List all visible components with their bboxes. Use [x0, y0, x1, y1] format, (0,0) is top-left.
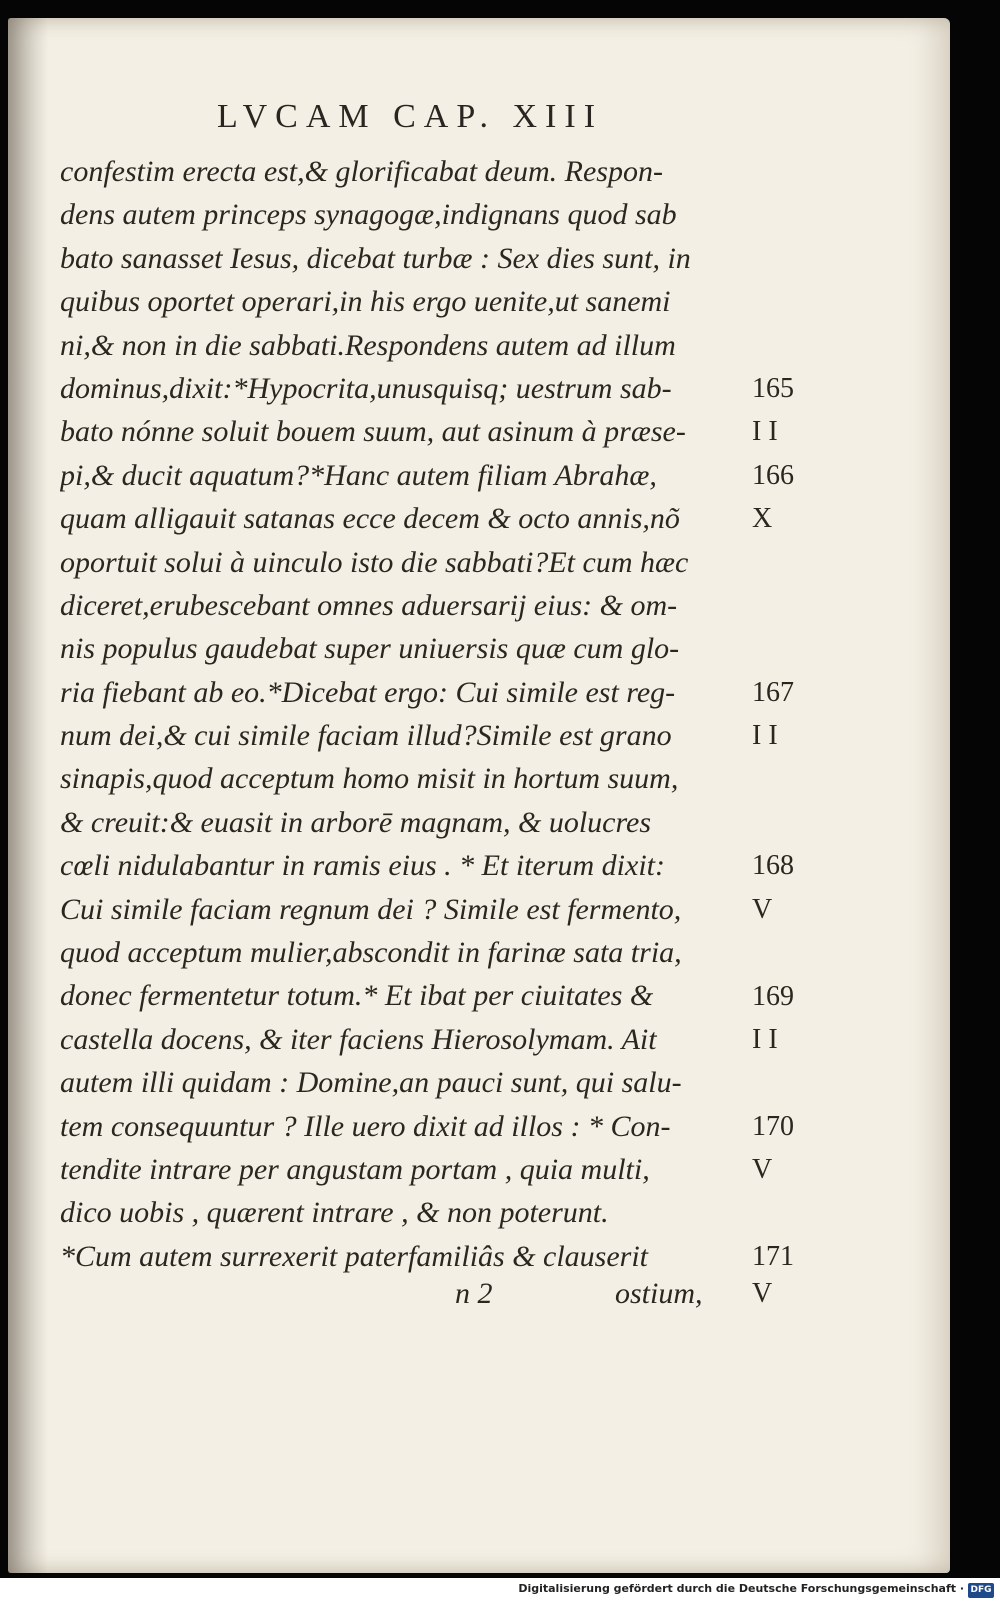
catchline: [60, 1272, 820, 1315]
text-line: tem consequuntur ? Ille uero dixit ad illos : * Con-: [60, 1109, 671, 1143]
text-line: *Cum autem surrexerit paterfamiliâs & clauserit: [60, 1239, 649, 1273]
digitization-footer: [0, 1578, 1000, 1604]
text-line: castella docens, & iter faciens Hierosolymam. Ait: [60, 1022, 657, 1056]
funding-credit: Digitalisierung gefördert durch die Deutsche Forschungsgemeinschaft ·: [518, 1582, 964, 1595]
margin-note: 166: [752, 459, 794, 491]
main-text-block: [60, 150, 740, 1278]
text-line: ni,& non in die sabbati.Respondens autem ad illum: [60, 328, 676, 362]
text-line: quam alligauit satanas ecce decem & octo annis,nõ: [60, 502, 680, 536]
text-line: & creuit:& euasit in arborē magnam, & uolucres: [60, 805, 652, 839]
margin-note: 170: [752, 1110, 794, 1142]
text-line: nis populus gaudebat super uniuersis quæ cum glo-: [60, 632, 680, 666]
text-line: dens autem princeps synagogæ,indignans quod sab: [60, 198, 677, 232]
text-line: quibus oportet operari,in his ergo uenite,ut sanemi: [60, 285, 671, 319]
text-line: bato nónne soluit bouem suum, aut asinum à præse-: [60, 415, 686, 449]
margin-note: 169: [752, 980, 794, 1012]
margin-note: I I: [752, 1024, 778, 1055]
margin-note: V: [752, 893, 773, 925]
catchword: ostium,: [615, 1277, 703, 1310]
text-line: ria fiebant ab eo.*Dicebat ergo: Cui simile est reg-: [60, 675, 676, 709]
text-line: num dei,& cui simile faciam illud?Simile est grano: [60, 719, 672, 753]
signature-mark: n 2: [455, 1277, 493, 1310]
margin-note: 165: [752, 373, 794, 404]
margin-note: 168: [752, 850, 794, 882]
text-line: pi,& ducit aquatum?*Hanc autem filiam Abrahæ,: [60, 458, 657, 492]
running-head: LVCAM CAP. XIII: [216, 98, 604, 135]
text-line: tendite intrare per angustam portam , quia multi,: [60, 1152, 650, 1186]
text-line: autem illi quidam : Domine,an pauci sunt, qui salu-: [60, 1066, 682, 1100]
text-line: donec fermentetur totum.* Et ibat per ciuitates &: [60, 979, 654, 1013]
margin-note: I I: [752, 416, 778, 448]
text-line: diceret,erubescebant omnes aduersarij eius: & om-: [60, 588, 678, 622]
margin-note: 167: [752, 676, 794, 708]
text-line: oportuit solui à uinculo isto die sabbati?Et cum hæc: [60, 545, 689, 579]
text-line: Cui simile faciam regnum dei ? Simile est fermento,: [60, 892, 682, 926]
text-line: dico uobis , quærent intrare , & non poterunt.: [60, 1196, 609, 1230]
text-line: bato sanasset Iesus, dicebat turbæ : Sex dies sunt, in: [60, 241, 691, 275]
text-line: dominus,dixit:*Hypocrita,unusquisq; uestrum sab-: [60, 371, 672, 405]
margin-note: X: [752, 503, 773, 535]
text-line: confestim erecta est,& glorificabat deum. Respon-: [60, 155, 663, 188]
margin-note: V: [752, 1154, 773, 1186]
dfg-logo-icon: DFG: [968, 1583, 994, 1598]
catchline-margin-mark: V: [752, 1278, 773, 1309]
text-line: quod acceptum mulier,abscondit in farinæ sata tria,: [60, 936, 682, 970]
margin-note: I I: [752, 720, 778, 752]
margin-note: 171: [752, 1241, 794, 1272]
text-line: sinapis,quod acceptum homo misit in hortum suum,: [60, 762, 679, 796]
text-line: cœli nidulabantur in ramis eius . * Et iterum dixit:: [60, 849, 665, 883]
